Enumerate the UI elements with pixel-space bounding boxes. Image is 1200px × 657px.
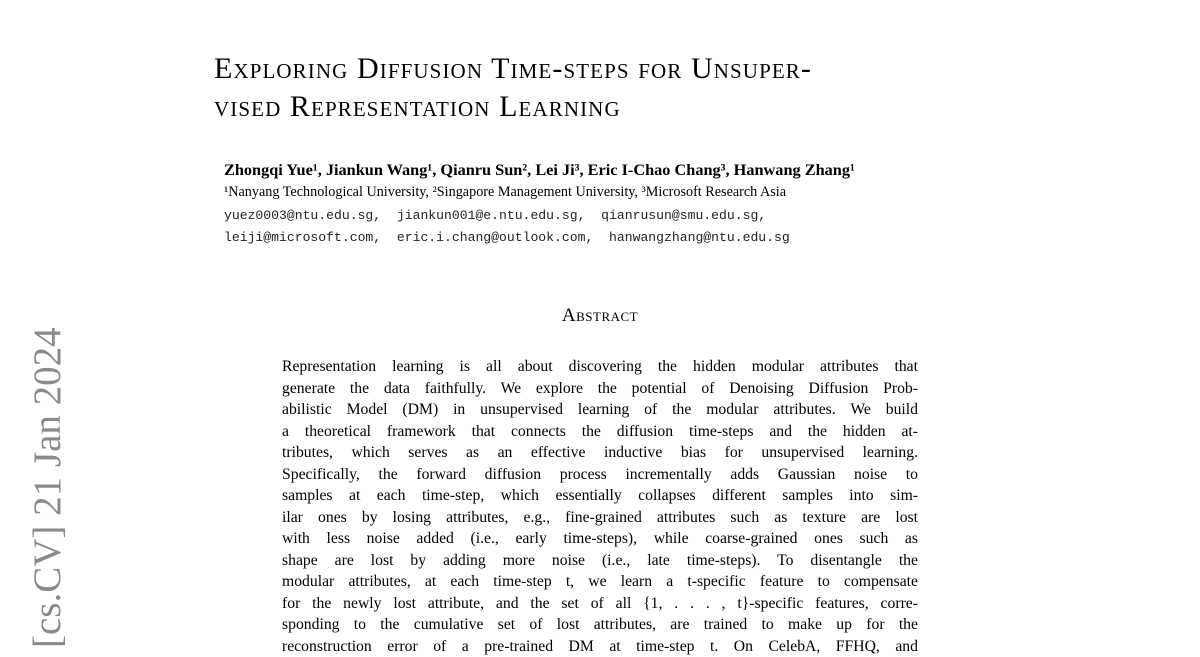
abstract-line: Specifically, the forward diffusion process incrementally adds Gaussian noise to: [282, 464, 918, 486]
abstract-line: a theoretical framework that connects the diffusion time-steps and the hidden at-: [282, 421, 918, 443]
email-line: leiji@microsoft.com, eric.i.chang@outlook.com, hanwangzhang@ntu.edu.sg: [224, 230, 790, 245]
abstract-line: abilistic Model (DM) in unsupervised learning of the modular attributes. We build: [282, 399, 918, 421]
title-line: vised Representation Learning: [214, 88, 1014, 126]
affiliations: ¹Nanyang Technological University, ²Singapore Management University, ³Microsoft Research Asia: [224, 184, 786, 201]
abstract-line: Representation learning is all about discovering the hidden modular attributes that: [282, 356, 918, 378]
abstract-line: tributes, which serves as an effective inductive bias for unsupervised learning.: [282, 442, 918, 464]
abstract-line: with less noise added (i.e., early time-steps), while coarse-grained ones such as: [282, 528, 918, 550]
abstract-line: shape are lost by adding more noise (i.e., late time-steps). To disentangle the: [282, 550, 918, 572]
title-line: Exploring Diffusion Time-steps for Unsuper-: [214, 50, 1014, 88]
abstract-heading: Abstract: [0, 305, 1200, 327]
abstract-line: modular attributes, at each time-step t, we learn a t-specific feature to compensate: [282, 571, 918, 593]
abstract-line: for the newly lost attribute, and the set of all {1, . . . , t}-specific features, corre-: [282, 593, 918, 615]
abstract-line: samples at each time-step, which essentially collapses different samples into sim-: [282, 485, 918, 507]
abstract-line: reconstruction error of a pre-trained DM at time-step t. On CelebA, FFHQ, and: [282, 636, 918, 657]
abstract-line: ilar ones by losing attributes, e.g., fine-grained attributes such as texture are lost: [282, 507, 918, 529]
abstract-line: generate the data faithfully. We explore the potential of Denoising Diffusion Prob-: [282, 378, 918, 400]
abstract-body: [282, 356, 918, 657]
arxiv-side-stamp: [cs.CV] 21 Jan 2024: [24, 316, 72, 648]
paper-title: [214, 50, 1014, 126]
author-list: Zhongqi Yue¹, Jiankun Wang¹, Qianru Sun², Lei Ji³, Eric I-Chao Chang³, Hanwang Zhang¹: [224, 160, 855, 180]
email-line: yuez0003@ntu.edu.sg, jiankun001@e.ntu.edu.sg, qianrusun@smu.edu.sg,: [224, 208, 766, 223]
abstract-line: sponding to the cumulative set of lost attributes, are trained to make up for the: [282, 614, 918, 636]
